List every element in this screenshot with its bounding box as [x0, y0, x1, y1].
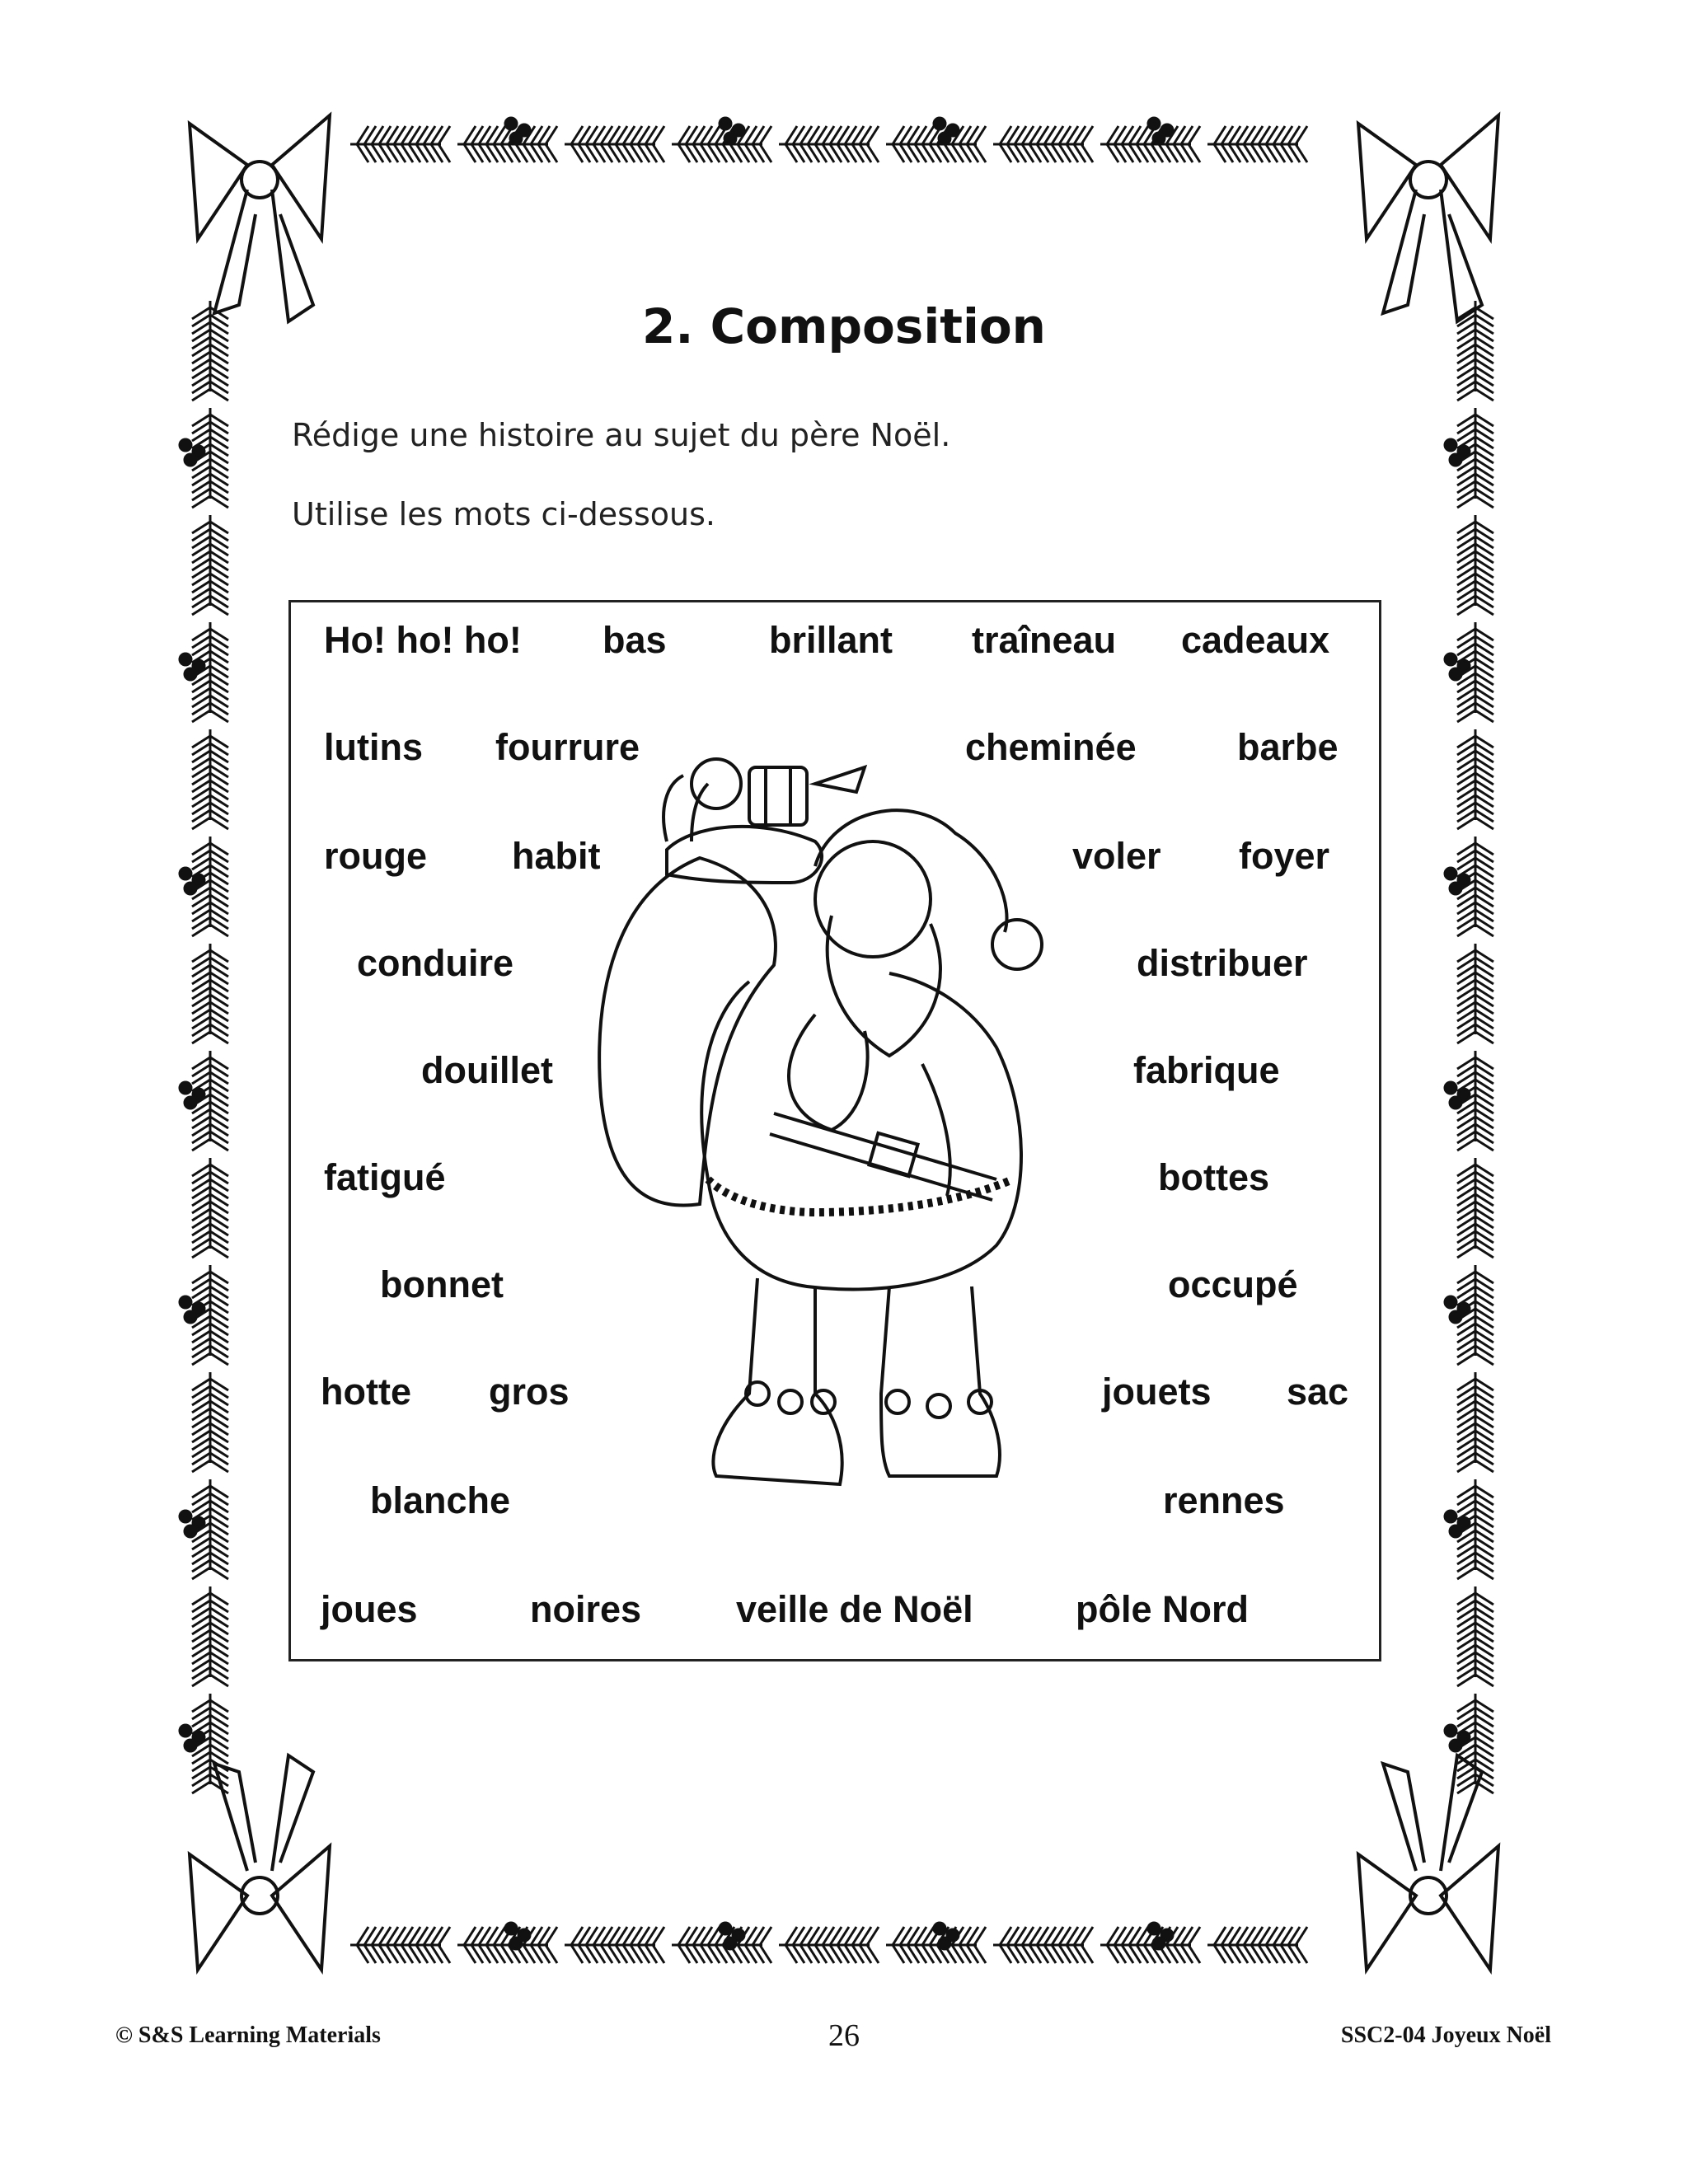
sack-outline — [599, 858, 776, 1205]
holly-berry-icon — [180, 1725, 191, 1736]
word-item: cadeaux — [1181, 619, 1330, 661]
holly-berry-icon — [939, 1938, 950, 1949]
word-item: gros — [489, 1371, 570, 1413]
holly-berry-icon — [185, 1526, 196, 1537]
holly-berry-icon — [1148, 118, 1160, 129]
holly-berry-icon — [1450, 668, 1461, 680]
pine-branch-icon — [565, 126, 664, 162]
word-item: sac — [1287, 1371, 1349, 1413]
pine-branch-icon — [1457, 944, 1493, 1043]
holly-berry-icon — [724, 133, 736, 144]
pine-branch-icon — [1457, 1158, 1493, 1258]
word-item: joues — [321, 1588, 418, 1630]
holly-berry-icon — [505, 1923, 517, 1934]
holly-berry-icon — [724, 1938, 736, 1949]
word-item: distribuer — [1137, 942, 1308, 984]
pine-branch-icon — [779, 126, 879, 162]
pine-branch-icon — [1457, 515, 1493, 615]
pine-branch-icon — [1457, 1586, 1493, 1686]
holly-berry-icon — [1445, 654, 1456, 665]
word-item: blanche — [370, 1479, 511, 1521]
word-item: noires — [530, 1588, 642, 1630]
word-item: pôle Nord — [1076, 1588, 1249, 1630]
holly-berry-icon — [1450, 1311, 1461, 1323]
footer-copyright: © S&S Learning Materials — [115, 2022, 381, 2048]
word-item: habit — [512, 835, 601, 877]
instruction-text: Rédige une histoire au sujet du père Noël. — [292, 417, 951, 453]
pine-branch-icon — [457, 126, 557, 162]
holly-berry-icon — [180, 1296, 191, 1308]
pine-branch-icon — [565, 1927, 664, 1963]
pine-branch-icon — [779, 1927, 879, 1963]
holly-berry-icon — [180, 1511, 191, 1522]
holly-berry-icon — [185, 1097, 196, 1108]
word-item: jouets — [1102, 1371, 1212, 1413]
holly-berry-icon — [1153, 133, 1165, 144]
footer-series: SSC2-04 Joyeux Noël — [1340, 2022, 1551, 2048]
holly-berry-icon — [180, 868, 191, 879]
instruction-text: Utilise les mots ci-dessous. — [292, 496, 715, 532]
holly-berry-icon — [720, 118, 731, 129]
holly-berry-icon — [1450, 1097, 1461, 1108]
holly-berry-icon — [1445, 1296, 1456, 1308]
bow-icon — [1358, 115, 1498, 321]
holly-berry-icon — [510, 133, 522, 144]
bow-icon — [190, 115, 330, 321]
pine-branch-icon — [1207, 126, 1307, 162]
pine-branch-icon — [672, 126, 771, 162]
page-number: 26 — [828, 2018, 860, 2053]
word-item: bonnet — [380, 1263, 504, 1305]
page-title: 2. Composition — [642, 298, 1046, 354]
word-item: rennes — [1163, 1479, 1285, 1521]
word-item: lutins — [324, 726, 423, 768]
word-item: fourrure — [495, 726, 640, 768]
holly-berry-icon — [180, 439, 191, 451]
holly-berry-icon — [1450, 1740, 1461, 1751]
holly-berry-icon — [1450, 1526, 1461, 1537]
holly-berry-icon — [720, 1923, 731, 1934]
holly-berry-icon — [1445, 1082, 1456, 1094]
word-bank-box — [288, 600, 1381, 1661]
pine-branch-icon — [993, 126, 1093, 162]
pine-branch-icon — [1457, 729, 1493, 829]
word-item: bottes — [1158, 1156, 1269, 1198]
holly-berry-icon — [505, 118, 517, 129]
bow-icon — [190, 1755, 330, 1970]
pine-branch-icon — [993, 1927, 1093, 1963]
holly-berry-icon — [185, 1740, 196, 1751]
holly-berry-icon — [510, 1938, 522, 1949]
holly-berry-icon — [934, 118, 945, 129]
santa-illustration — [568, 718, 1112, 1542]
word-item: hotte — [321, 1371, 411, 1413]
word-item: barbe — [1237, 726, 1339, 768]
pine-branch-icon — [1100, 126, 1200, 162]
pine-branch-icon — [350, 1927, 450, 1963]
word-item: occupé — [1168, 1263, 1298, 1305]
pine-branch-icon — [350, 126, 450, 162]
pine-branch-icon — [192, 729, 228, 829]
pine-branch-icon — [1457, 1372, 1493, 1472]
word-item: rouge — [324, 835, 428, 877]
bow-icon — [1358, 1755, 1498, 1970]
pine-branch-icon — [192, 944, 228, 1043]
santa-face — [815, 841, 931, 957]
word-item: douillet — [421, 1049, 553, 1091]
pine-branch-icon — [192, 515, 228, 615]
holly-berry-icon — [1445, 1511, 1456, 1522]
word-item: cheminée — [965, 726, 1137, 768]
holly-berry-icon — [1445, 439, 1456, 451]
word-item: brillant — [769, 619, 893, 661]
holly-berry-icon — [180, 1082, 191, 1094]
word-item: fatigué — [324, 1156, 446, 1198]
holly-berry-icon — [1153, 1938, 1165, 1949]
holly-berry-icon — [1148, 1923, 1160, 1934]
holly-berry-icon — [185, 1311, 196, 1323]
pine-branch-icon — [192, 1372, 228, 1472]
word-item: traîneau — [972, 619, 1117, 661]
holly-berry-icon — [180, 654, 191, 665]
holly-berry-icon — [1445, 1725, 1456, 1736]
holly-berry-icon — [939, 133, 950, 144]
word-item: veille de Noël — [736, 1588, 973, 1630]
pine-branch-icon — [192, 1586, 228, 1686]
holly-berry-icon — [185, 883, 196, 894]
word-item: foyer — [1239, 835, 1330, 877]
santa-coat — [701, 973, 1021, 1289]
holly-berry-icon — [1450, 883, 1461, 894]
holly-berry-icon — [185, 454, 196, 466]
word-item: conduire — [357, 942, 514, 984]
holly-berry-icon — [1450, 454, 1461, 466]
word-item: bas — [603, 619, 667, 661]
pine-branch-icon — [192, 1158, 228, 1258]
pine-branch-icon — [886, 126, 986, 162]
word-item: Ho! ho! ho! — [324, 619, 522, 661]
word-item: voler — [1072, 835, 1161, 877]
pine-branch-icon — [1207, 1927, 1307, 1963]
holly-berry-icon — [1445, 868, 1456, 879]
word-item: fabrique — [1133, 1049, 1280, 1091]
holly-berry-icon — [185, 668, 196, 680]
holly-berry-icon — [934, 1923, 945, 1934]
